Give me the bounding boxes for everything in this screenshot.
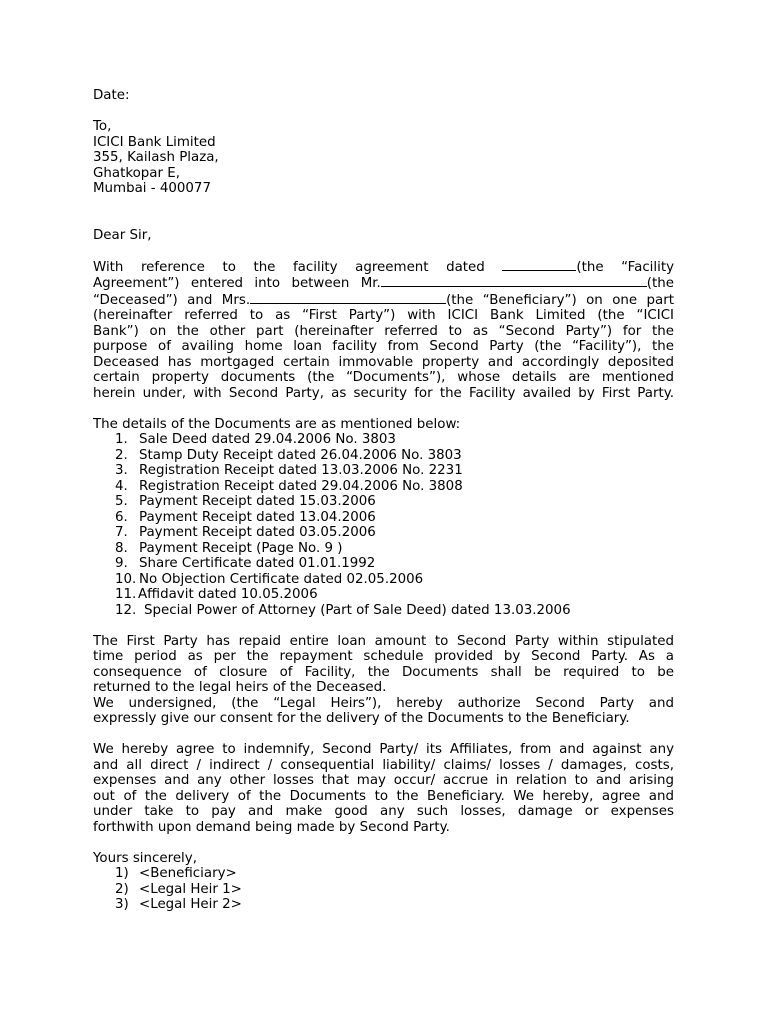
list-item: 8. Payment Receipt (Page No. 9 ) xyxy=(115,540,343,556)
list-item: 7. Payment Receipt dated 03.05.2006 xyxy=(115,525,376,540)
repayment-line-4: returned to the legal heirs of the Deceased. xyxy=(93,680,387,695)
list-item: 12. Special Power of Attorney (Part of Sale Deed) dated 13.03.2006 xyxy=(115,602,571,618)
address-line-3: Ghatkopar E, xyxy=(93,165,180,181)
list-item: 6. Payment Receipt dated 13.04.2006 xyxy=(115,509,376,525)
list-item: 3. Registration Receipt dated 13.03.2006 No. 2231 xyxy=(115,463,463,478)
beneficiary-name-blank xyxy=(250,292,446,304)
facility-line-3: “Deceased”) and Mrs. (the “Beneficiary”) on one part xyxy=(93,292,674,308)
facility-line-5: Bank”) on the other part (hereinafter referred to as “Second Party”) for the xyxy=(93,323,674,339)
repayment-line-3: consequence of closure of Facility, the Documents shall be required to be xyxy=(93,664,674,680)
repayment-line-1: The First Party has repaid entire loan amount to Second Party within stipulated xyxy=(93,633,674,649)
salutation: Dear Sir, xyxy=(93,227,152,243)
list-item: 9. Share Certificate dated 01.01.1992 xyxy=(115,556,376,571)
list-item: 4. Registration Receipt dated 29.04.2006 No. 3808 xyxy=(115,478,463,494)
letter-page xyxy=(93,88,674,913)
signatory-list xyxy=(93,866,674,913)
closing-text: Yours sincerely, xyxy=(93,850,197,866)
list-item: 1. Sale Deed dated 29.04.2006 No. 3803 xyxy=(115,432,396,447)
consent-line-2: expressly give our consent for the delivery of the Documents to the Beneficiary. xyxy=(93,711,630,726)
address-line-2: 355, Kailash Plaza, xyxy=(93,150,219,165)
facility-line-4: (hereinafter referred to as “First Party”) with ICICI Bank Limited (the “ICICI xyxy=(93,308,674,323)
facility-line-6: purpose of availing home loan facility from Second Party (the “Facility”), the xyxy=(93,339,674,354)
facility-line-7: Deceased has mortgaged certain immovable property and accordingly deposited xyxy=(93,354,674,370)
indemnity-line-1: We hereby agree to indemnify, Second Party/ its Affiliates, from and against any xyxy=(93,742,674,757)
indemnity-line-2: and all direct / indirect / consequential liability/ claims/ losses / damages, costs, xyxy=(93,757,674,773)
documents-intro: The details of the Documents are as mentioned below: xyxy=(93,416,461,432)
consent-line-1: We undersigned, (the “Legal Heirs”), hereby authorize Second Party and xyxy=(93,695,674,711)
facility-line-1: With reference to the facility agreement dated (the “Facility xyxy=(93,259,675,275)
recipient-address xyxy=(93,119,674,197)
documents-list xyxy=(93,432,674,618)
indemnity-paragraph xyxy=(93,742,674,835)
address-to: To, xyxy=(93,119,112,134)
repayment-line-2: time period as per the repayment schedule provided by Second Party. As a xyxy=(93,649,674,664)
facility-line-8: certain property documents (the “Documents”), whose details are mentioned xyxy=(93,370,674,385)
facility-line-9: herein under, with Second Party, as security for the Facility availed by First Party. xyxy=(93,385,674,401)
indemnity-line-5: under take to pay and make good any such losses, damage or expenses xyxy=(93,804,674,819)
indemnity-line-3: expenses and any other losses that may occur/ accrue in relation to and arising xyxy=(93,773,674,788)
list-item: 2. Stamp Duty Receipt dated 26.04.2006 No. 3803 xyxy=(115,447,462,463)
list-item: 3) <Legal Heir 2> xyxy=(115,897,242,912)
list-item: 10. No Objection Certificate dated 02.05.2006 xyxy=(115,571,424,587)
facility-paragraph xyxy=(93,259,674,402)
date-blank xyxy=(502,259,576,271)
list-item: 2) <Legal Heir 1> xyxy=(115,881,242,897)
address-line-1: ICICI Bank Limited xyxy=(93,134,216,150)
list-item: 5. Payment Receipt dated 15.03.2006 xyxy=(115,494,376,509)
date-label: Date: xyxy=(93,88,130,103)
documents-section xyxy=(93,417,674,619)
list-item: 11. Affidavit dated 10.05.2006 xyxy=(115,587,318,602)
closing-section xyxy=(93,851,674,913)
list-item: 1) <Beneficiary> xyxy=(115,866,237,881)
repayment-paragraph xyxy=(93,634,674,727)
deceased-name-blank xyxy=(381,275,647,287)
indemnity-line-6: forthwith upon demand being made by Second Party. xyxy=(93,819,450,835)
indemnity-line-4: out of the delivery of the Documents to the Beneficiary. We hereby, agree and xyxy=(93,788,674,804)
address-line-4: Mumbai - 400077 xyxy=(93,181,211,196)
facility-line-2: Agreement”) entered into between Mr. (the xyxy=(93,276,674,291)
